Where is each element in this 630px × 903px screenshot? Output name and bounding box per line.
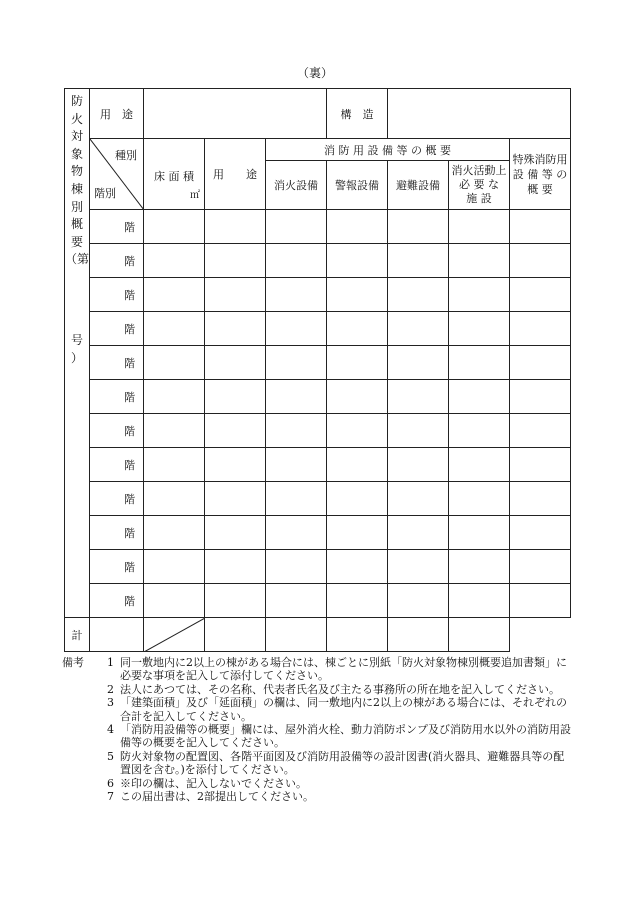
floor-cell[interactable] <box>388 210 449 244</box>
shoukakatsudou-header <box>449 161 510 210</box>
tokushu-line-3: 概 要 <box>527 182 553 196</box>
tokushu-line-2: 設 備 等 の <box>512 167 568 181</box>
floor-label[interactable]: 階 <box>90 346 144 380</box>
note-item <box>62 683 572 696</box>
side-title-char: 棟 <box>71 181 84 196</box>
shoukakatsudou-line-2: 必 要 な <box>459 178 500 191</box>
floor-cell[interactable] <box>144 550 205 584</box>
floor-cell[interactable] <box>144 346 205 380</box>
floor-cell[interactable] <box>266 516 327 550</box>
total-cell[interactable] <box>327 618 388 652</box>
floor-row <box>65 380 571 414</box>
floor-cell[interactable] <box>205 346 266 380</box>
floor-cell[interactable] <box>327 414 388 448</box>
floor-cell[interactable] <box>449 550 510 584</box>
floor-label[interactable]: 階 <box>90 278 144 312</box>
floor-label[interactable]: 階 <box>90 448 144 482</box>
floor-cell[interactable] <box>144 482 205 516</box>
side-title <box>65 89 90 618</box>
floor-cell[interactable] <box>205 244 266 278</box>
note-item <box>62 790 572 803</box>
floor-row <box>65 346 571 380</box>
total-cell[interactable] <box>205 618 266 652</box>
floor-label[interactable]: 階 <box>90 550 144 584</box>
side-title-char: ） <box>71 350 84 365</box>
floor-row <box>65 516 571 550</box>
note-item <box>62 723 572 750</box>
floor-cell[interactable] <box>205 448 266 482</box>
floor-cell[interactable] <box>205 414 266 448</box>
floor-cell[interactable] <box>205 516 266 550</box>
note-text: この届出書は、2部提出してください。 <box>120 790 314 804</box>
note-number: 7 <box>107 790 114 804</box>
floor-row <box>65 584 571 618</box>
floor-cell[interactable] <box>449 312 510 346</box>
side-title-char: 象 <box>71 146 84 161</box>
notes-label: 備考 <box>62 656 84 669</box>
floor-cell[interactable] <box>266 244 327 278</box>
notes-label-spacer <box>62 777 100 790</box>
floor-label[interactable]: 階 <box>90 584 144 618</box>
floor-cell[interactable] <box>144 312 205 346</box>
floor-cell[interactable] <box>327 584 388 618</box>
floor-cell[interactable] <box>510 346 571 380</box>
floor-cell[interactable] <box>266 210 327 244</box>
yukamenseki-header <box>144 139 205 210</box>
floor-cell[interactable] <box>144 414 205 448</box>
floor-cell[interactable] <box>205 312 266 346</box>
floor-cell[interactable] <box>144 210 205 244</box>
floor-row <box>65 210 571 244</box>
shoukakatsudou-line-3: 施 設 <box>466 192 492 205</box>
floor-row <box>65 244 571 278</box>
floor-row <box>65 312 571 346</box>
tokushu-line-1: 特殊消防用 <box>512 152 568 166</box>
floor-cell[interactable] <box>510 448 571 482</box>
floor-cell[interactable] <box>388 516 449 550</box>
floor-label[interactable]: 階 <box>90 482 144 516</box>
side-title-char: 火 <box>71 111 84 126</box>
side-title-char: 別 <box>71 199 84 214</box>
side-title-char: 概 <box>71 217 84 232</box>
note-text: ※印の欄は、記入しないでください。 <box>120 776 307 790</box>
kouzou-field[interactable] <box>388 89 571 139</box>
keihou-header: 警報設備 <box>327 161 388 210</box>
floor-cell[interactable] <box>327 244 388 278</box>
floor-cell[interactable] <box>205 380 266 414</box>
floor-cell[interactable] <box>388 312 449 346</box>
floor-cell[interactable] <box>327 448 388 482</box>
note-item <box>62 656 572 683</box>
side-title-number-blank[interactable] <box>65 269 89 332</box>
note-number: 4 <box>107 723 114 737</box>
floor-cell[interactable] <box>144 278 205 312</box>
floor-cell[interactable] <box>510 244 571 278</box>
floor-cell[interactable] <box>266 550 327 584</box>
floor-cell[interactable] <box>266 584 327 618</box>
floor-cell[interactable] <box>266 482 327 516</box>
side-title-char: 号 <box>71 332 84 347</box>
side-title-char: （第 <box>65 252 90 267</box>
shoukakatsudou-line-1: 消火活動上 <box>451 164 507 177</box>
note-item <box>62 696 572 723</box>
kouzou-label: 構 造 <box>327 89 388 139</box>
floor-cell[interactable] <box>449 448 510 482</box>
floor-cell[interactable] <box>388 584 449 618</box>
floor-row <box>65 448 571 482</box>
floor-cell[interactable] <box>449 516 510 550</box>
floor-cell[interactable] <box>205 278 266 312</box>
total-label: 計 <box>65 618 90 652</box>
note-text: 「消防用設備等の概要」欄には、屋外消火栓、動力消防ポンプ及び消防用水以外の消防用設備等の概要を記入してください。 <box>120 723 571 750</box>
total-row <box>65 618 571 652</box>
floor-cell[interactable] <box>510 312 571 346</box>
floor-cell[interactable] <box>205 584 266 618</box>
floor-cell[interactable] <box>144 380 205 414</box>
floor-cell[interactable] <box>327 380 388 414</box>
floor-cell[interactable] <box>449 482 510 516</box>
total-cell[interactable] <box>388 618 449 652</box>
floor-cell[interactable] <box>449 584 510 618</box>
tokushu-header <box>510 139 571 210</box>
building-summary-table <box>64 88 571 652</box>
floor-cell[interactable] <box>510 482 571 516</box>
note-text: 同一敷地内に2以上の棟がある場合には、棟ごとに別紙「防火対象物棟別概要追加書類」に必要な事項を記入して添付してください。 <box>120 656 567 683</box>
floor-label[interactable]: 階 <box>90 244 144 278</box>
floor-cell[interactable] <box>449 414 510 448</box>
shubetsu-label: 種別 <box>115 149 138 162</box>
note-text: 防火対象物の配置図、各階平面図及び消防用設備等の設計図書(消火器具、避難器具等の配置図を含む。)を添付してください。 <box>120 749 565 777</box>
floor-cell[interactable] <box>266 448 327 482</box>
side-title-char: 要 <box>71 234 84 249</box>
floor-cell[interactable] <box>144 244 205 278</box>
total-cell[interactable] <box>266 618 327 652</box>
setsubi-group-header: 消 防 用 設 備 等 の 概 要 <box>266 139 510 161</box>
floor-cell[interactable] <box>144 448 205 482</box>
floor-cell[interactable] <box>205 210 266 244</box>
notes-label-spacer <box>62 683 100 696</box>
floor-cell[interactable] <box>327 550 388 584</box>
notes <box>62 656 572 803</box>
floor-row <box>65 482 571 516</box>
floor-cell[interactable] <box>327 516 388 550</box>
side-title-char: 対 <box>71 129 84 144</box>
floor-cell[interactable] <box>510 550 571 584</box>
kaibetsu-label: 階別 <box>94 187 117 200</box>
floor-cell[interactable] <box>205 482 266 516</box>
hinan-header: 避難設備 <box>388 161 449 210</box>
note-item <box>62 777 572 790</box>
floor-cell[interactable] <box>510 210 571 244</box>
floor-cell[interactable] <box>388 278 449 312</box>
floor-cell[interactable] <box>449 244 510 278</box>
note-text: 「建築面積」及び「延面積」の欄は、同一敷地内に2以上の棟がある場合には、それぞれの合計を記入してください。 <box>120 696 567 723</box>
notes-label-spacer <box>62 790 100 803</box>
floor-cell[interactable] <box>510 584 571 618</box>
floor-cell[interactable] <box>449 380 510 414</box>
floor-cell[interactable] <box>266 346 327 380</box>
floor-cell[interactable] <box>327 210 388 244</box>
floor-cell[interactable] <box>388 414 449 448</box>
floor-cell[interactable] <box>388 550 449 584</box>
note-number: 1 <box>107 656 114 669</box>
floor-row <box>65 278 571 312</box>
floor-cell[interactable] <box>266 312 327 346</box>
floor-label[interactable]: 階 <box>90 516 144 550</box>
floor-cell[interactable] <box>388 482 449 516</box>
floor-cell[interactable] <box>510 278 571 312</box>
note-number: 5 <box>107 749 114 763</box>
note-item <box>62 750 572 777</box>
unit-label: ㎡ <box>190 190 201 201</box>
total-cell[interactable] <box>449 618 510 652</box>
floor-cell[interactable] <box>388 244 449 278</box>
total-area-cell[interactable] <box>90 618 144 652</box>
total-youto-disabled-cell <box>144 618 205 652</box>
yukamenseki-label: 床 面 積 <box>154 170 195 183</box>
note-text: 法人にあつては、その名称、代表者氏名及び主たる事務所の所在地を記入してください。 <box>120 682 560 696</box>
floor-cell[interactable] <box>388 448 449 482</box>
floor-cell[interactable] <box>266 414 327 448</box>
floor-row <box>65 414 571 448</box>
floor-cell[interactable] <box>144 516 205 550</box>
floor-cell[interactable] <box>510 380 571 414</box>
floor-label[interactable]: 階 <box>90 312 144 346</box>
floor-label[interactable]: 階 <box>90 414 144 448</box>
notes-label-spacer <box>62 750 100 777</box>
floor-cell[interactable] <box>266 380 327 414</box>
floor-cell[interactable] <box>449 278 510 312</box>
note-number: 3 <box>107 696 114 710</box>
shouka-header: 消火設備 <box>266 161 327 210</box>
floor-cell[interactable] <box>266 278 327 312</box>
youto-column-header: 用 途 <box>205 139 266 210</box>
column-header-row-1 <box>65 139 571 161</box>
floor-cell[interactable] <box>510 414 571 448</box>
diagonal-line <box>144 618 205 652</box>
shubetsu-kaibetsu-header <box>90 139 144 210</box>
side-title-char: 防 <box>71 94 84 108</box>
floor-cell[interactable] <box>388 346 449 380</box>
notes-label-spacer <box>62 696 100 723</box>
floor-cell[interactable] <box>327 312 388 346</box>
notes-label-spacer <box>62 723 100 750</box>
floor-cell[interactable] <box>510 516 571 550</box>
youto-label: 用 途 <box>90 89 144 139</box>
floor-cell[interactable] <box>327 278 388 312</box>
floor-cell[interactable] <box>144 584 205 618</box>
side-title-char: 物 <box>71 164 84 179</box>
floor-cell[interactable] <box>327 482 388 516</box>
floor-cell[interactable] <box>327 346 388 380</box>
page-title: （裏） <box>296 66 333 80</box>
note-number: 6 <box>107 776 114 790</box>
header-row <box>65 89 571 139</box>
floor-label[interactable]: 階 <box>90 380 144 414</box>
floor-cell[interactable] <box>205 550 266 584</box>
note-number: 2 <box>107 682 114 696</box>
floor-cell[interactable] <box>388 380 449 414</box>
floor-cell[interactable] <box>449 210 510 244</box>
floor-label[interactable]: 階 <box>90 210 144 244</box>
youto-field[interactable] <box>144 89 327 139</box>
floor-row <box>65 550 571 584</box>
floor-cell[interactable] <box>449 346 510 380</box>
